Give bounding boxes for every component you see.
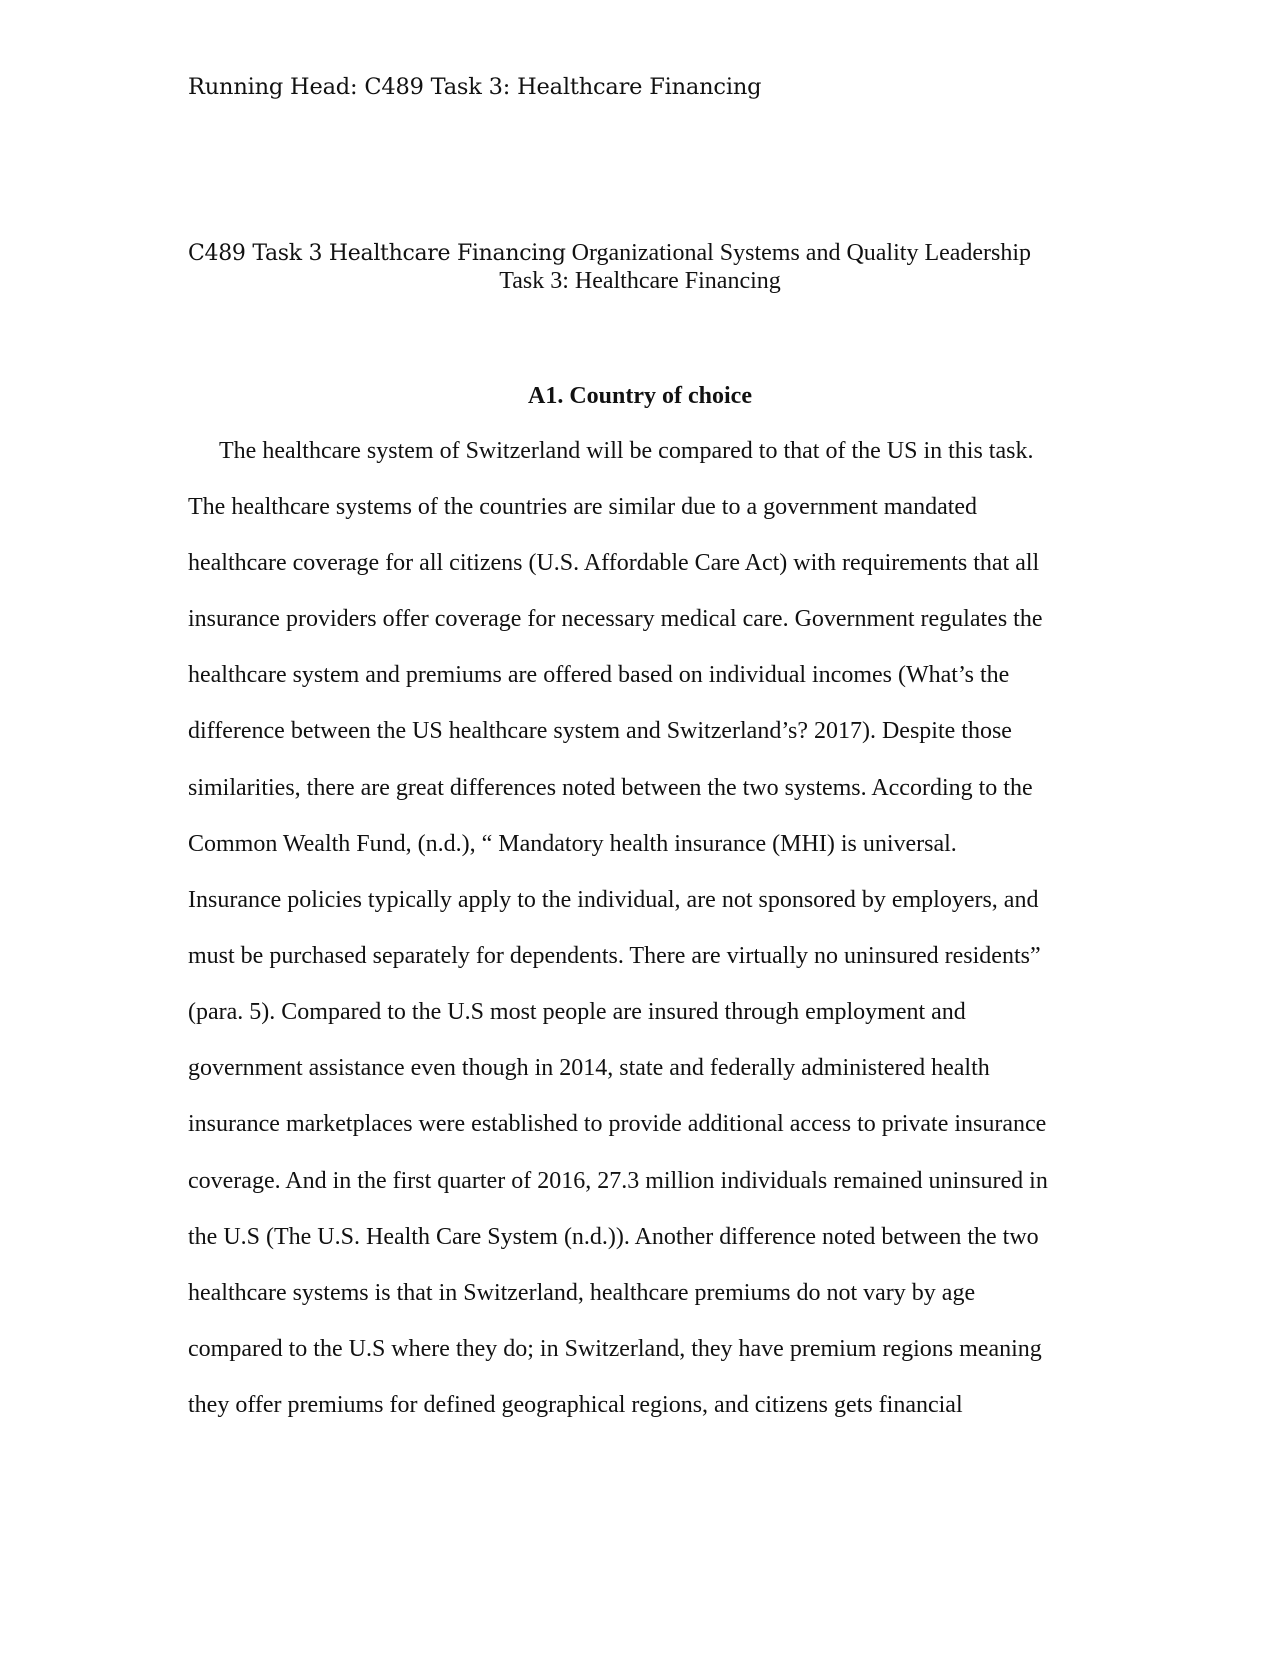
body-line-8: Common Wealth Fund, (n.d.), “ Mandatory health insurance (MHI) is universal. [188,831,957,857]
body-line-15: the U.S (The U.S. Health Care System (n.d.)). Another difference noted between the two [188,1224,1039,1250]
body-line-3: healthcare coverage for all citizens (U.S. Affordable Care Act) with requirements that all [188,550,1040,576]
running-head: Running Head: C489 Task 3: Healthcare Financing [188,74,762,100]
body-line-10: must be purchased separately for dependents. There are virtually no uninsured residents” [188,943,1041,969]
body-line-9: Insurance policies typically apply to the individual, are not sponsored by employers, and [188,887,1039,913]
title-course-name: Organizational Systems and Quality Leadership [565,240,1032,266]
body-line-11: (para. 5). Compared to the U.S most people are insured through employment and [188,999,966,1025]
document-title-line-1 [188,240,1031,267]
document-title-line-2: Task 3: Healthcare Financing [499,268,781,294]
body-line-6: difference between the US healthcare system and Switzerland’s? 2017). Despite those [188,718,1012,744]
body-line-12: government assistance even though in 2014, state and federally administered health [188,1055,990,1081]
body-line-14: coverage. And in the first quarter of 2016, 27.3 million individuals remained uninsured in [188,1168,1048,1194]
title-course-code: C489 Task 3 Healthcare Financing [188,241,566,266]
section-heading: A1. Country of choice [528,383,752,409]
body-line-18: they offer premiums for defined geographical regions, and citizens gets financial [188,1392,963,1418]
body-line-7: similarities, there are great differences noted between the two systems. According to the [188,775,1033,801]
body-line-17: compared to the U.S where they do; in Switzerland, they have premium regions meaning [188,1336,1042,1362]
body-line-13: insurance marketplaces were established to provide additional access to private insurance [188,1111,1047,1137]
body-line-2: The healthcare systems of the countries are similar due to a government mandated [188,494,978,520]
body-line-1: The healthcare system of Switzerland will be compared to that of the US in this task. [219,438,1034,464]
body-line-5: healthcare system and premiums are offered based on individual incomes (What’s the [188,662,1010,688]
body-line-16: healthcare systems is that in Switzerland, healthcare premiums do not vary by age [188,1280,976,1306]
body-line-4: insurance providers offer coverage for necessary medical care. Government regulates the [188,606,1043,632]
